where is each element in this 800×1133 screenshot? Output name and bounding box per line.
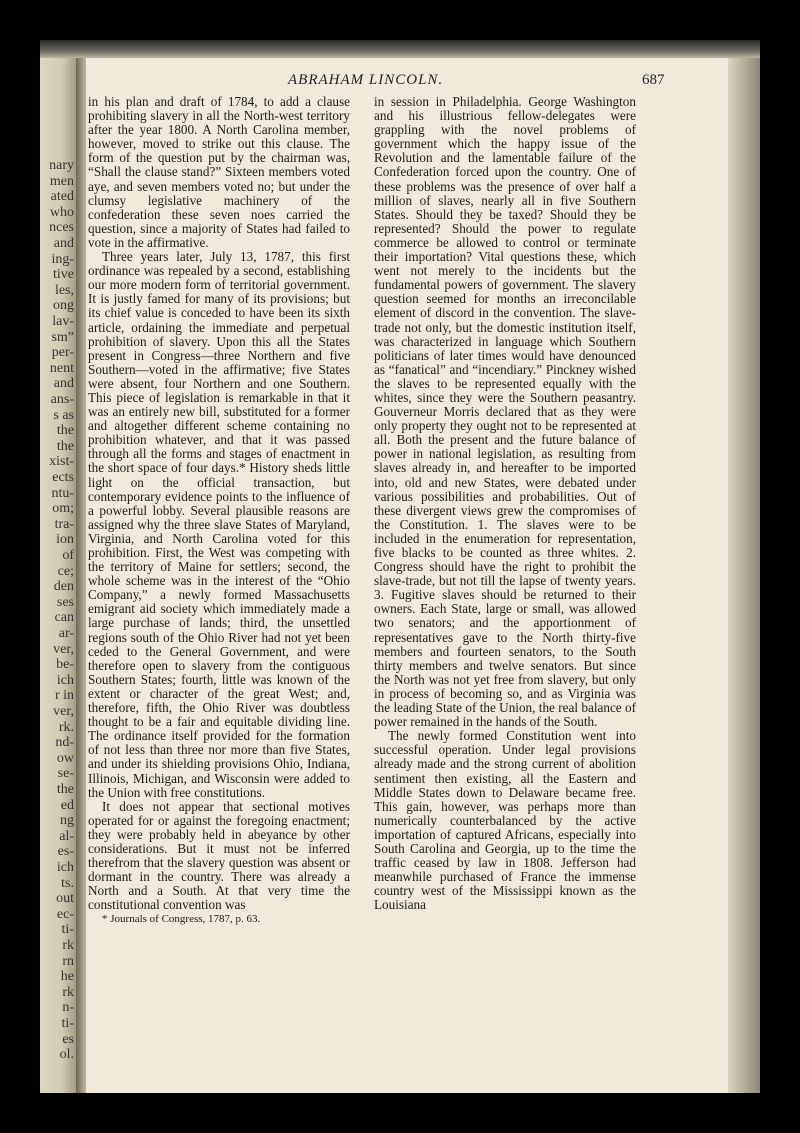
paragraph: It does not appear that sectional motives operated for or against the foregoing enactment; they were probably held in abeyance by other considerations. But it must not be inferred therefrom that the slavery question was absent or dormant in the country. There was already a North and a South. At that very time the constitutional convention was — [88, 798, 350, 913]
paragraph: The newly formed Constitution went into successful operation. Under legal provisions already made and the strong current of abolition sentiment then existing, all the Eastern and Middle States down to Delaware became free. This gain, however, was perhaps more than numerically counterbalanced by the active importation of captured Africans, especially into South Carolina and Georgia, up to the time the traffic ceased by law in 1808. Jefferson had meanwhile purchased of France the immense country west of the Mississippi known as the Louisiana — [374, 728, 636, 913]
left-page-fragment: ver, — [53, 641, 74, 657]
left-page-fragment: and — [53, 236, 74, 251]
left-page-fragment: ans- — [50, 392, 74, 407]
right-column — [374, 95, 636, 912]
left-page-fragment: ntu- — [51, 485, 74, 501]
left-page-fragment: ar- — [58, 626, 74, 641]
left-page-fragment: ects — [52, 470, 74, 485]
left-page-fragment: be- — [56, 657, 74, 673]
left-page-fragment: ts. — [61, 875, 74, 891]
left-page-fragment: ng — [60, 813, 74, 829]
left-page-fragment: the — [56, 438, 74, 454]
left-page-fragment: rn — [62, 953, 74, 969]
left-page-fragment: he — [60, 969, 74, 985]
paragraph: in his plan and draft of 1784, to add a clause prohibiting slavery in all the North-west territory after the year 1800. A North Carolina member, however, moved to strike out this clause. The form of the question put by the chairman was, “Shall the clause stand?” Sixteen members voted aye, and seven members voted no; but under the clumsy legislative machinery of the confederation these seven noes carried the question, since a majority of States had failed to vote in the affirmative. — [88, 94, 350, 250]
left-page-fragment: ec- — [56, 906, 74, 922]
left-page-fragment: ses — [56, 594, 74, 610]
book-gutter — [76, 58, 86, 1093]
footnote: * Journals of Congress, 1787, p. 63. — [102, 913, 261, 926]
left-page-fragment: nces — [49, 220, 74, 236]
left-page-fragment: nary — [49, 158, 74, 173]
left-page-fragment: who — [49, 204, 74, 220]
left-page-fragment: les, — [54, 282, 74, 298]
left-page-fragment: tive — [53, 267, 74, 283]
left-page-fragment: tra- — [54, 516, 74, 532]
left-page-fragment: al- — [59, 828, 74, 844]
left-page-fragment: rk — [62, 984, 74, 1000]
left-page-fragment: ce; — [57, 563, 74, 579]
left-page-fragment: es — [62, 1031, 74, 1047]
left-page-fragment: nent — [49, 360, 74, 376]
left-page-fragment: n- — [62, 1000, 74, 1016]
left-page-fragment: men — [49, 173, 74, 189]
running-head — [0, 72, 800, 92]
left-page-fragment: se- — [57, 766, 74, 782]
left-page-fragment: ion — [56, 532, 74, 548]
left-column — [88, 95, 350, 927]
left-page-fragment: rk. — [58, 719, 74, 735]
left-page-fragment: es- — [57, 844, 74, 860]
running-title: ABRAHAM LINCOLN. — [288, 72, 444, 88]
page-number: 687 — [642, 72, 665, 88]
left-page-fragment: ong — [53, 298, 74, 314]
left-page-fragment: lav- — [52, 314, 74, 329]
left-page-fragment: sm” — [51, 329, 74, 345]
paragraph: in session in Philadelphia. George Washington and his illustrious fellow-delegates were grappling with the novel problems of government which the happy issue of the Revolution and the lamentable failure of the Confederation forced upon the country. One of these problems was the presence of over half a million of slaves, nearly all in five Southern States. Should they be taxed? Should they be represented? Should the power to regulate commerce be allowed to control or terminate their importation? Vital questions these, which went not merely to the incidents but the fundamental powers of government. The slavery question seemed for months an irreconcilable element of discord in the convention. The slave-trade not only, but the domestic institution itself, was characterized in language which Southern politicians of later times would have denounced as “fanatical” and “incendiary.” Pinckney wished the slaves to be represented equally with the whites, since they were the Southern peasantry. Gouverneur Morris declared that as they were only property they ought not to be represented at all. Both the present and the future balance of power in national legislation, as resulting from slaves already in, and hereafter to be imported into, old and new States, were debated under various possibilities and probabilities. Out of these divergent views grew the compromises of the Constitution. 1. The slaves were to be included in the enumeration for representation, five blacks to be counted as three whites. 2. Congress should have the right to prohibit the slave-trade, but not till the lapse of twenty years. 3. Fugitive slaves should be returned to their owners. Each State, large or small, was allowed two senators; and the apportionment of representatives gave to the North thirty-five members and fourteen senators, to the South thirty members and twelve senators. But since the North was not yet free from slavery, but only in process of becoming so, and as Virginia was the leading State of the Union, the real balance of power remained in the hands of the South. — [374, 94, 636, 730]
left-page-fragment: ol. — [59, 1047, 74, 1063]
left-page-margin — [40, 58, 76, 1093]
left-page-fragment: ti- — [61, 1016, 74, 1031]
left-page-fragment: per- — [51, 345, 74, 361]
left-page-fragment: r in — [54, 688, 74, 704]
left-page-fragment: ow — [56, 750, 74, 766]
left-page-fragment: the — [56, 423, 74, 439]
left-page-fragment: den — [53, 579, 74, 595]
left-page-fragment: of — [62, 548, 74, 563]
left-page-fragment: out — [56, 891, 74, 907]
left-page-fragment: ver, — [53, 704, 74, 719]
left-page-fragment: and — [53, 376, 74, 392]
left-page-fragment: xist- — [49, 454, 74, 470]
left-page-fragment: s as — [53, 407, 74, 423]
page-edge — [728, 58, 760, 1093]
left-page-fragment: can — [54, 610, 74, 626]
left-page-fragment: ich — [56, 672, 74, 688]
left-page-fragment: rk — [62, 938, 74, 953]
left-page-fragment: the — [56, 782, 74, 797]
scanner-top-edge — [40, 40, 760, 58]
paragraph: Three years later, July 13, 1787, this first ordinance was repealed by a second, establishing our more modern form of territorial government. It is justly famed for many of its provisions; but its chief value is conceded to have been its sixth article, ordaining the immediate and perpetual prohibition of slavery. Upon this all the States present in Congress—three Northern and five Southern—voted in the affirmative; five States were absent, four Northern and one Southern. This piece of legislation is remarkable in that it was an entirely new bill, substituted for a former and altogether different scheme containing no prohibition whatever, and that it was passed through all the forms and stages of enactment in the short space of four days.* History sheds little light on the official transaction, but contemporary evidence points to the influence of a powerful lobby. Several plausible reasons are assigned why the three slave States of Maryland, Virginia, and North Carolina voted for this prohibition. First, the West was competing with the territory of Maine for settlers; second, the whole scheme was in the interest of the “Ohio Company,” a newly formed Massachusetts emigrant aid society which immediately made a large purchase of lands; third, the unsettled regions south of the Ohio River had not yet been ceded to the General Government, and were therefore open to slavery from the contiguous Southern States; fourth, little was known of the extent or character of the great West; and, therefore, fifth, the Ohio River was doubtless thought to be a fair and equitable dividing line. The ordinance itself provided for the formation of not less than three nor more than five States, and under its shielding provisions Ohio, Indiana, Illinois, Michigan, and Wisconsin were added to the Union with free constitutions. — [88, 249, 350, 800]
left-page-fragment: ated — [50, 189, 74, 205]
left-page-fragment: om; — [52, 501, 74, 517]
left-page-fragment: ed — [60, 797, 74, 813]
left-page-fragment: ti- — [61, 922, 74, 938]
left-page-fragment: ing- — [51, 251, 74, 267]
left-page-fragment: nd- — [55, 735, 74, 751]
left-page-fragment: ich — [56, 860, 74, 875]
